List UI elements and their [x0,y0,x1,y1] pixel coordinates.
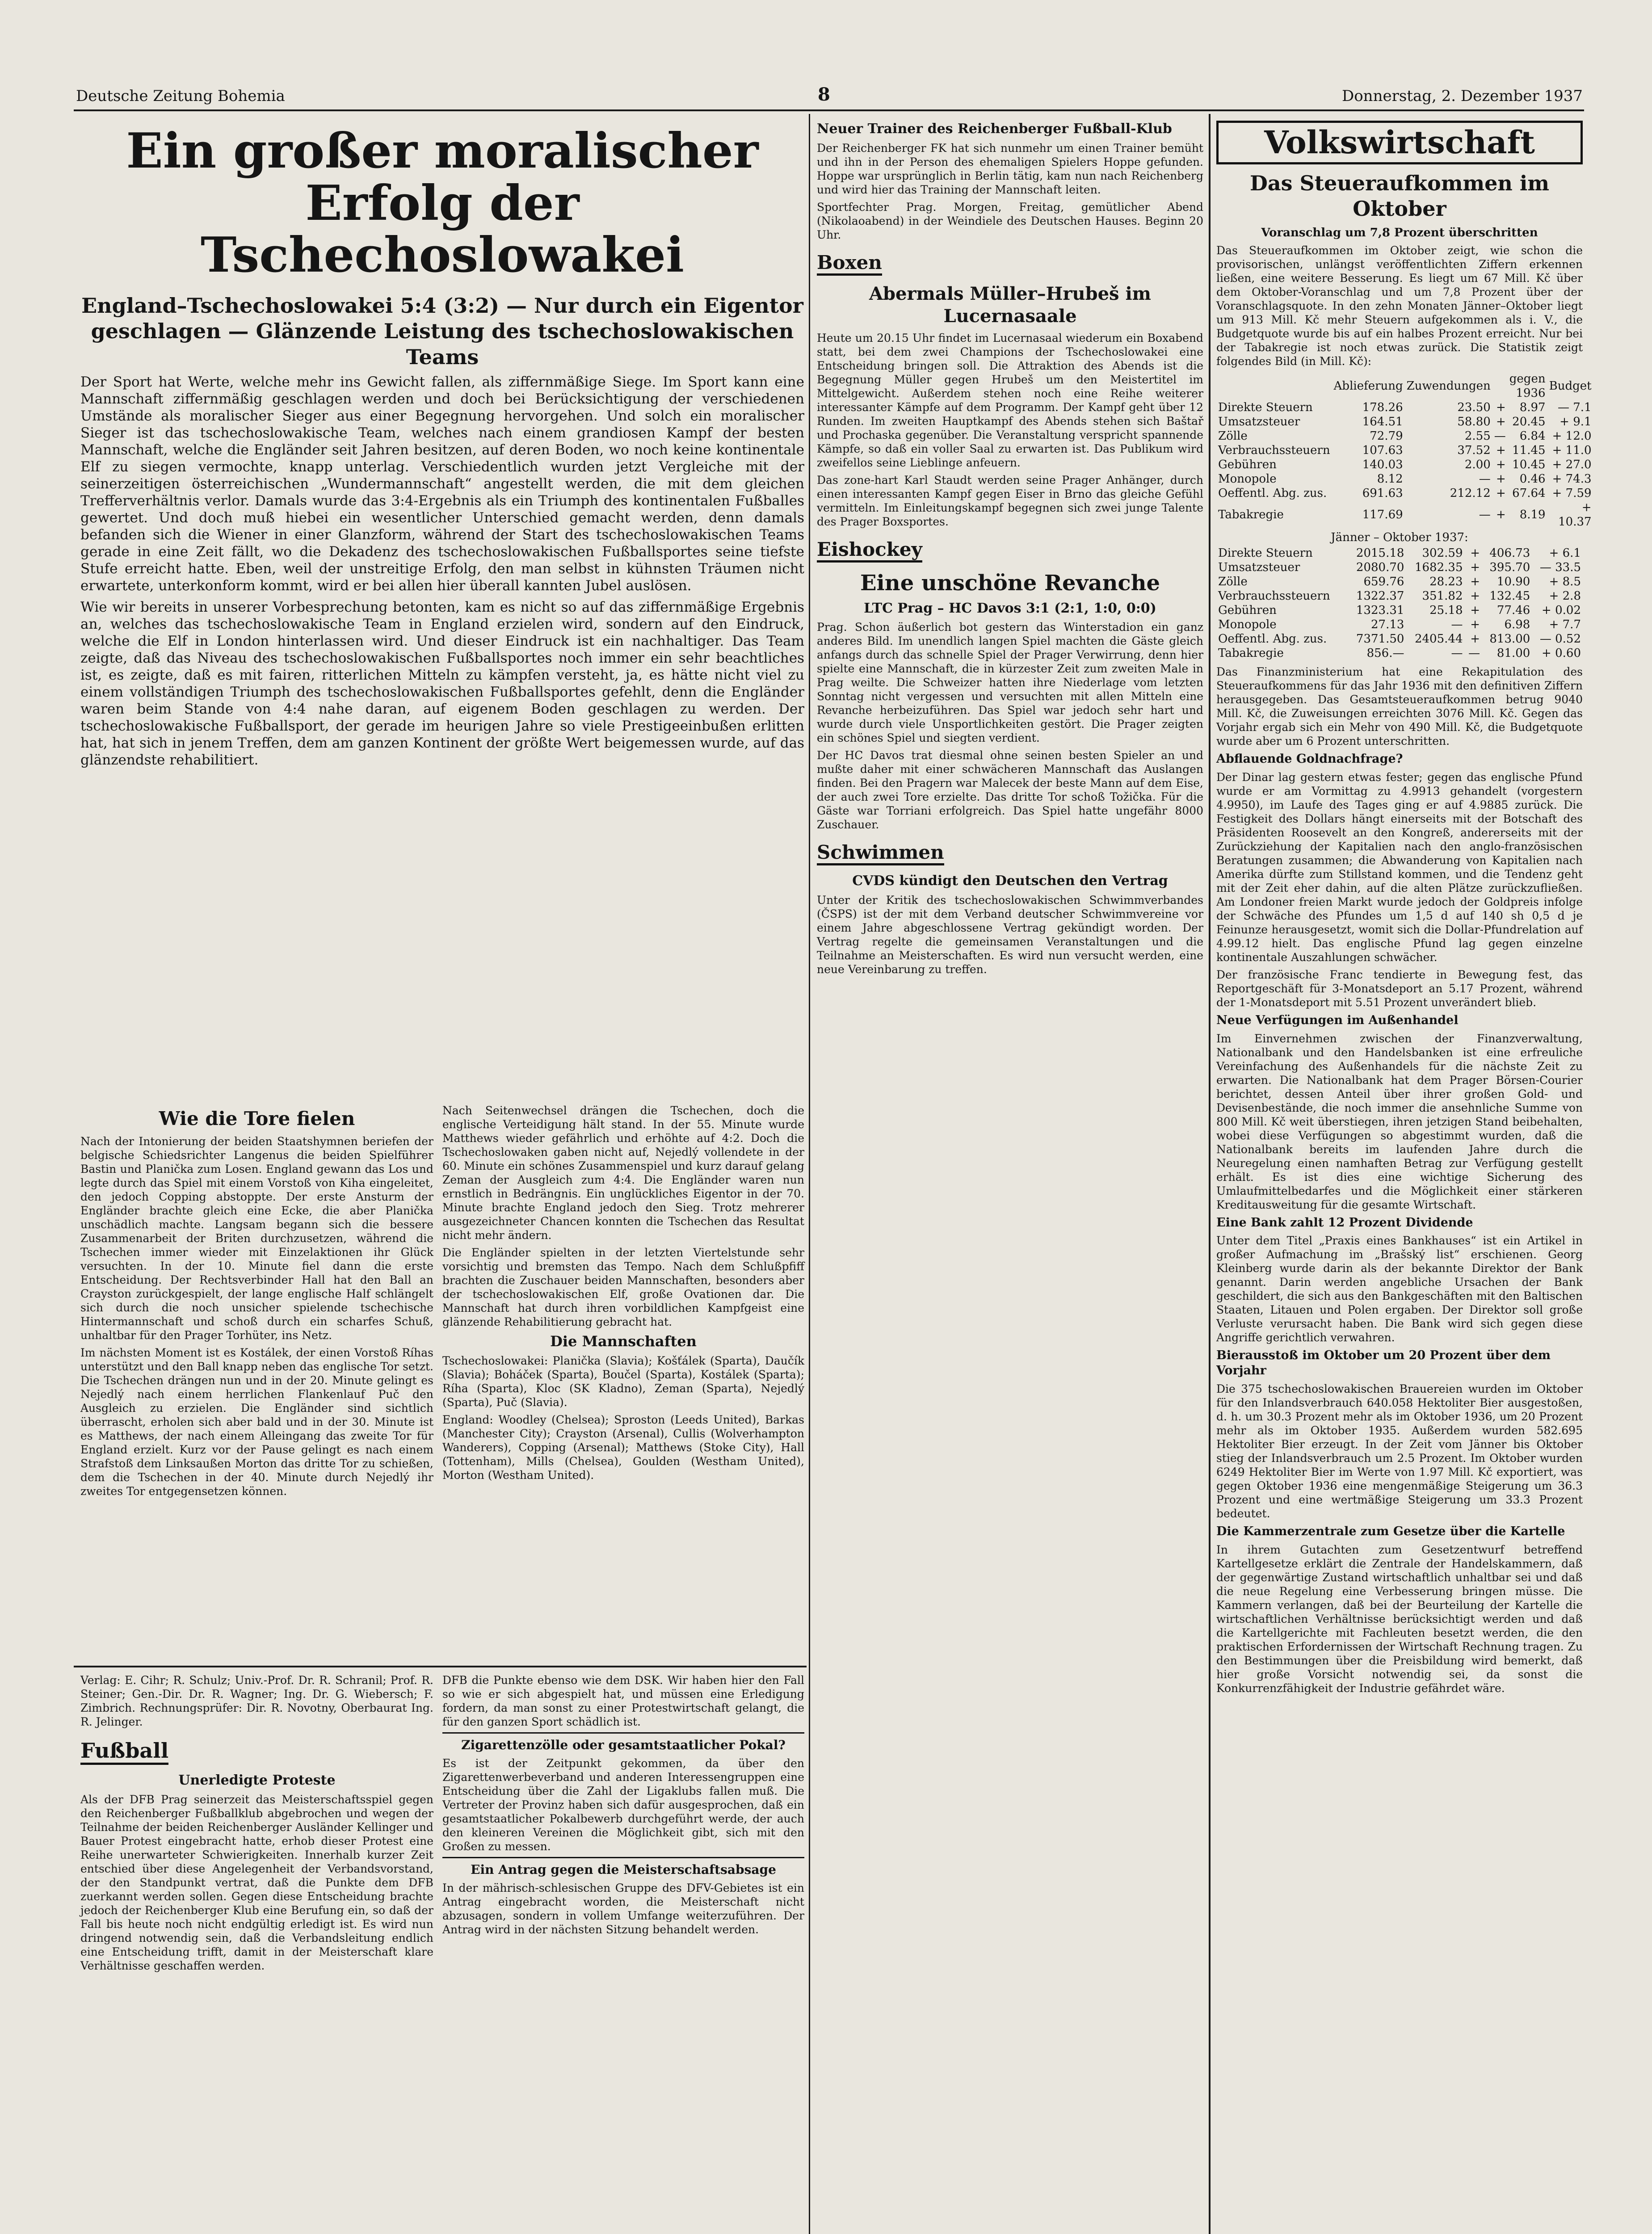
table-cell: Umsatzsteuer [1218,415,1300,429]
table-cell: 67.64 [1512,487,1546,500]
table-row [1216,472,1593,486]
table-row [1216,646,1583,660]
bank-heading: Eine Bank zahlt 12 Prozent Dividende [1216,1215,1473,1230]
column-divider [1209,114,1211,2234]
trade-text: Im Einvernehmen zwischen der Finanzverwaltung, Nationalbank und den Handelsbanken ist eine erfreuliche Vereinfachung des Außenhandels für die nächste Zeit zu erwarten. Die Nationalbank hat dem Prager Börsen-Courier berichtet, dessen Anteil über ihrer großen Gold- und Devisenbestände, die noch immer die ansehnliche Summe von 800 Mill. Kč weit überstiegen, ihren jetzigen Stand beibehalten, wobei diese Verfügungen so abgestimmt wurden, daß die Nationalbank bereits im laufenden Jahre durch die Neuregelung einen namhaften Betrag zur Verfügung gestellt erhält. Es ist dies eine wichtige Sicherung des Umlaufmittelbedarfes und die Möglichkeit einer stärkeren Kreditausweitung für die gesamte Wirtschaft. [1216,1032,1583,1211]
beer-heading: Bierausstoß im Oktober um 20 Prozent über dem Vorjahr [1216,1348,1551,1378]
sports-middle-column [817,121,1203,2234]
table-cell: — [1468,647,1480,660]
table-cell: — [1451,647,1463,660]
table-header-row [1216,372,1593,400]
table-row [1216,415,1593,429]
table-cell: + [1470,546,1480,560]
icehockey-score: LTC Prag – HC Davos 3:1 (2:1, 1:0, 0:0) [864,600,1156,616]
table-cell: 2.55 [1464,429,1491,443]
table-cell: 107.63 [1362,444,1403,458]
table-cell: — [1479,508,1491,522]
table-cell: + 74.3 [1552,472,1592,486]
table-cell: 117.69 [1362,508,1403,522]
table-cell: 132.45 [1489,589,1530,603]
goals-paragraph: Nach Seitenwechsel drängen die Tschechen, doch die englische Verteidigung hält stand. In der 55. Minute wurde Matthews wieder gefährlich und erhöhte auf 4:2. Doch die Tschechoslowaken gaben nicht auf, Nejedlý vollendete in der 60. Minute ein schönes Zusammenspiel und kurz darauf gelang Zeman der Ausgleich zum 4:4. Die Engländer waren nun ernstlich in Bedrängnis. Ein unglückliches Eigentor in der 70. Minute brachte England jedoch den Sieg. Trotz mehrerer ausgezeichneter Chancen konnten die Tschechen das Resultat nicht mehr ändern. [442,1104,804,1242]
header-rule [74,109,1584,111]
page-number: 8 [818,84,830,105]
tax-subheadline: Voranschlag um 7,8 Prozent überschritten [1261,226,1538,239]
table-cell: 27.13 [1371,618,1404,632]
table-cell: 691.63 [1362,487,1403,500]
table-cell: 395.70 [1489,561,1530,575]
trainer-heading: Neuer Trainer des Reichenberger Fußball-Klub [817,121,1172,137]
table-row [1216,560,1583,575]
table-header-cell: Ablieferung [1333,379,1403,393]
sport-paragraph: Der Sport hat Werte, welche mehr ins Gewicht fallen, als ziffernmäßige Siege. Im Sport kann eine Mannschaft ziffernmäßig geschlagen werden und doch bei Berücksichtigung der verschiedenen Umstände als moralischer Sieger aus einer Begegnung hervorgehen. Und solch ein moralischer Sieger ist das tschechoslowakische Team, welches nach einem grandiosen Kampf der besten Mannschaft, welche die Engländer seit Jahren besitzen, auf deren Boden, wo noch keine kontinentale Elf zu siegen vermochte, knapp unterlag. Verschiedentlich wurden jetzt Vergleiche mit der seinerzeitigen österreichischen „Wundermannschaft“ angestellt werden, die mit dem gleichen Trefferverhältnis verlor. Damals wurde das 3:4-Ergebnis als ein Triumph des kontinentalen Fußballes gewertet. Und doch muß hiebei ein wesentlicher Unterschied gemacht werden, denn damals befanden sich die Wiener in einer Glanzform, während der Start des tschechoslowakischen Teams gerade in eine Zeit fällt, wo die Dekadenz des tschechoslowakischen Fußballsportes seine tiefste Stufe erreicht hatte. Eben, weil der unstreitige Erfolg, den man selbst in kühnsten Träumen nicht erwartete, unterkonform kommt, wird er bei allen hier überall kannten Jubel auslösen. [80,374,804,594]
tax-headline: Das Steueraufkommen im Oktober [1249,171,1550,221]
table-cell: + [1470,561,1480,575]
motion-text: In der mährisch-schlesischen Gruppe des DFV-Gebietes ist ein Antrag eingebracht worden, die Meisterschaft nicht abzusagen, sondern in vollem Umfange weiterzuführen. Der Antrag wird in der nächsten Sitzung behandelt werden. [442,1881,804,1936]
protests-heading: Unerledigte Proteste [178,1772,336,1788]
cartel-text: In ihrem Gutachten zum Gesetzentwurf betreffend Kartellgesetze erklärt die Zentrale der Handelskammern, daß der gegenwärtige Zustand wirtschaftlich unhaltbar sei und daß die neue Regelung eine Verbesserung bringen müsse. Die Kammern verlangen, daß bei der Beurteilung der Kartelle die wirtschaftlichen Verhältnisse berücksichtigt werden und daß die Kartellgerichte mit Fachleuten besetzt werden, die den praktischen Erfordernissen der Wirtschaft Rechnung tragen. Zu den Bestimmungen über die Preisbildung wird bemerkt, daß hier große Vorsicht notwendig sei, da sonst die Konkurrenzfähigkeit der Industrie gefährdet wäre. [1216,1543,1583,1695]
table-cell: + [1496,508,1506,522]
swimming-text: Unter der Kritik des tschechoslowakischen Schwimmverbandes (ČSPS) ist der mit dem Verband deutscher Schwimmvereine vor einem Jahre abgeschlossene Vertrag gekündigt worden. Der Vertrag regelte die gemeinsamen Veranstaltungen und die Teilnahme an Meisterschaften. Es wird nun versucht werden, eine neue Vereinbarung zu treffen. [817,893,1203,976]
sport-headline: Ein großer moralischer Erfolg der Tschechoslowakei [126,123,759,284]
table-cell: 23.50 [1457,401,1491,415]
football-section-title: Fußball [80,1738,168,1765]
fencing-note: Sportfechter Prag. Morgen, Freitag, gemütlicher Abend (Nikolaoabend) in der Weindiele des Deutschen Hauses. Beginn 20 Uhr. [817,200,1203,241]
table-cell: — [1451,618,1463,632]
table-cell: Direkte Steuern [1218,401,1313,415]
table-cell: 72.79 [1370,429,1403,443]
table-cell: + 7.7 [1549,618,1581,632]
swimming-section-title: Schwimmen [817,841,944,865]
cartel-heading: Die Kammerzentrale zum Gesetze über die Kartelle [1216,1524,1565,1538]
table-header-cell: Budget [1549,379,1592,393]
motion-heading: Ein Antrag gegen die Meisterschaftsabsage [442,1857,804,1877]
icehockey-section-title: Eishockey [817,538,922,563]
table-cell: Tabakregie [1218,508,1284,522]
table-cell: + [1496,415,1506,429]
football-text: DFB die Punkte ebenso wie dem DSK. Wir haben hier den Fall so wie er sich abgespielt hat, und müssen eine Erledigung fordern, da man sonst zu einer Protestwirtschaft gelangt, die für den ganzen Sport schädlich ist. [442,1674,804,1728]
table-cell: 2405.44 [1414,632,1463,646]
table-cell: 25.18 [1429,604,1463,617]
table-cell: 81.00 [1496,647,1530,660]
gold-text: Der Dinar lag gestern etwas fester; gegen das englische Pfund wurde er am Vormittag zu 4.9913 gehandelt (vorgestern 4.9950), im Laufe des Tages ging er auf 4.9885 zurück. Die Festigkeit des Dollars hängt einerseits mit der Botschaft des Präsidenten Roosevelt an den Kongreß, andererseits mit der Zurückziehung der Kapitalien nach den anglo-französischen Beratungen zusammen; die Abwanderung von Kapitalien nach Amerika dürfte zum Stillstand kommen, und die Tendenz geht mit der Zeit eher dahin, auf die alten Plätze zurückzufließen. Am Londoner freien Markt wurde jedoch der Goldpreis infolge der Schwäche des Pfundes um 1,5 d auf 140 sh 0,5 d je Feinunze herausgesetzt, womit sich die Dollar-Pfundrelation auf 4.99.12 hielt. Das englische Pfund lag gegen einzelne kontinentale Auszahlungen schwächer. [1216,770,1583,964]
goals-column-right [442,1104,804,1662]
table-cell: 351.82 [1422,589,1463,603]
protests-text: Als der DFB Prag seinerzeit das Meisterschaftsspiel gegen den Reichenberger Fußballklub abgebrochen und wegen der Teilnahme der beiden Reichenberger Ausländer Kellinger und Bauer Protest eingebracht hatte, erhob dieser Protest eine Reihe unerwarteter Schwierigkeiten. Innerhalb kurzer Zeit entschied über diese Angelegenheit der Verbandsvorstand, der den Standpunkt vertrat, daß die Punkte dem DFB zuerkannt werden sollen. Gegen diese Entscheidung brachte jedoch der Reichenberger Klub eine Berufung ein, so daß der Fall bis heute noch nicht endgültig erledigt ist. Es wird nun dringend notwendig sein, daß die Verbandsleitung endlich eine Entscheidung trifft, damit in der Meisterschaft klare Verhältnisse geschaffen werden. [80,1793,433,1972]
table-cell: 6.98 [1504,618,1530,632]
issue-date: Donnerstag, 2. Dezember 1937 [1341,87,1583,105]
boxing-section-title: Boxen [817,252,882,276]
boxing-headline: Abermals Müller–Hrubeš im Lucernasaale [869,283,1151,327]
table-cell: + 8.5 [1549,575,1581,589]
table-cell: + 12.0 [1552,429,1592,443]
table-row [1216,575,1583,589]
table-cell: — [1494,429,1506,443]
table-header-cell: Zuwendungen [1406,379,1491,393]
table-cell: 11.45 [1512,444,1546,458]
table-cell: 140.03 [1362,458,1403,472]
trainer-text: Der Reichenberger FK hat sich nunmehr um einen Trainer bemüht und ihn in der Person des ehemaligen Spielers Hoppe gefunden. Hoppe war ursprünglich in Berlin tätig, kam nun nach Reichenberg und wird hier das Training der Mannschaft leiten. [817,141,1203,196]
table-cell: + [1496,472,1506,486]
table-cell: Zölle [1218,575,1248,589]
table-cell: 856.— [1366,647,1404,660]
table-row [1216,603,1583,617]
gold-heading: Abflauende Goldnachfrage? [1216,752,1403,766]
table-cell: + [1496,444,1506,458]
table-cell: Verbrauchssteuern [1218,589,1330,603]
table-cell: + [1470,575,1480,589]
table-cell: Oeffentl. Abg. zus. [1218,632,1327,646]
table-row [1216,589,1583,603]
table-cell: Umsatzsteuer [1218,561,1300,575]
icehockey-text: Prag. Schon äußerlich bot gestern das Winterstadion ein ganz anderes Bild. Im unendlich langen Spiel machten die Gäste gleich anfangs durch das schnelle Spiel der Prager Verwirrung, denn hier spielte eine Mannschaft, die in kürzester Zeit zum zweiten Male in Prag weilte. Die Schweizer hatten ihre Niederlage vom letzten Sonntag nicht vergessen und versuchten mit allen Mitteln eine Revanche herbeizuführen. Das Spiel war jedoch sehr hart und wurde durch viele Unsportlichkeiten gestört. Die Prager zeigten ein schönes Spiel und siegten verdient. [817,621,1203,744]
table-cell: 7371.50 [1356,632,1404,646]
table-row [1216,486,1593,500]
cup-heading: Zigarettenzölle oder gesamtstaatlicher Pokal? [442,1732,804,1753]
table-row [1216,400,1593,415]
goals-paragraph: Nach der Intonierung der beiden Staatshymnen beriefen der belgische Schiedsrichter Langenus die beiden Spielführer Bastin und Planička zum Losen. England gewann das Los und legte durch das Spiel mit einem Vorstoß von Kiha eingeleitet, den jedoch Copping abstoppte. Der erste Ansturm der Engländer brachte gleich eine Ecke, die aber Planička unschädlich machte. Langsam begann sich die bessere Zusammenarbeit der Briten durchzusetzen, während die Tschechen immer wieder mit Einzelaktionen ihr Glück versuchten. In der 10. Minute fiel dann die erste Entscheidung. Der Rechtsverbinder Hall hat den Ball an Crayston zurückgespielt, der lange englische Half schlängelt sich durch die noch unsicher spielende tschechische Hintermannschaft und schoß durch ein scharfes Schuß, unhaltbar für den Prager Torhüter, ins Netz. [80,1134,433,1342]
table-cell: Direkte Steuern [1218,546,1313,560]
table-cell: 20.45 [1512,415,1546,429]
table-header-cell [1492,372,1508,400]
table-cell: Verbrauchssteuern [1218,444,1330,458]
table-cell: + [1496,487,1506,500]
goals-column-left [80,1104,433,1662]
football-column-right [442,1673,804,2234]
table-cell: — 0.52 [1539,632,1581,646]
table-header-cell [1216,372,1332,400]
table-cell: 2080.70 [1356,561,1404,575]
trade-heading: Neue Verfügungen im Außenhandel [1216,1013,1459,1027]
boxing-text: Das zone-hart Karl Staudt werden seine Prager Anhänger, durch einen interessanten Kampf gegen Eiser in Brno das gleiche Gefühl vermitteln. Im Einleitungskampf begegnen sich zwei junge Talente des Prager Boxsportes. [817,473,1203,528]
cup-text: Es ist der Zeitpunkt gekommen, da über den Zigarettenwerbeverband und anderen Interessengruppen eine Entscheidung über die Zahl der Ligaklubs fallen muß. Die Vertreter der Provinz haben sich dafür ausgesprochen, daß ein gesamtstaatlicher Pokalbewerb durchgeführt werde, der auch den kleineren Vereinen die Möglichkeit gibt, sich mit den Großen zu messen. [442,1757,804,1853]
football-column [80,1673,433,2234]
table-cell: + [1470,589,1480,603]
sport-article [80,121,804,1101]
table-cell: + 0.02 [1542,604,1581,617]
table-cell: Gebühren [1218,604,1277,617]
icehockey-text: Der HC Davos trat diesmal ohne seinen besten Spieler an und mußte daher mit einer schwächeren Mannschaft das Auslangen finden. Bei den Pragern war Malecek der beste Mann auf dem Eise, der auch zwei Tore erzielte. Das dritte Tor schoß Tožička. Für die Gäste war Torriani erfolgreich. Das Spiel hatte ungefähr 8000 Zuschauer. [817,749,1203,831]
table-row [1216,443,1593,458]
table-cell: Oeffentl. Abg. zus. [1218,487,1327,500]
table-cell: 302.59 [1422,546,1463,560]
economy-title: Volkswirtschaft [1264,124,1535,161]
table-cell: 37.52 [1457,444,1491,458]
goals-paragraph: Im nächsten Moment ist es Kostálek, der einen Vorstoß Ríhas unterstützt und den Ball knapp neben das englische Tor setzt. Die Tschechen drängen nun und in der 20. Minute gelingt es Nejedlý nach einem herrlichen Flankenlauf Puč den Ausgleich zu erzielen. Die Engländer sind sichtlich überrascht, erholen sich aber bald und in der 30. Minute ist es Matthews, der nach einem Alleingang das zweite Tor für England erzielt. Kurz vor der Pause gelingt es nach einem Strafstoß dem Linksaußen Morton das dritte Tor zu schießen, dem die Tschechen in der 40. Minute durch Nejedlý ihr zweites Tor entgegensetzen können. [80,1346,433,1498]
table-cell: 8.97 [1519,401,1546,415]
table-cell: + [1496,458,1506,472]
table-cell: + [1470,632,1480,646]
table-row [1216,429,1593,443]
table-cell: + 10.37 [1558,501,1592,529]
table-cell: 164.51 [1362,415,1403,429]
tax-text: Das Steueraufkommen im Oktober zeigt, wie schon die provisorischen, unlängst veröffentlichten Ziffern erkennen ließen, eine weitere Besserung. Es liegt um 67 Mill. Kč über dem Oktober-Voranschlag und um 7,8 Prozent über der Voranschlagsquote. In den zehn Monaten Jänner–Oktober liegt um 913 Mill. Kč mehr Steuern aufgekommen als i. V., die Budgetquote wurde bis auf ein halbes Prozent erreicht. Nur bei der Tabakregie ist noch etwas zurück. Die Statistik zeigt folgendes Bild (in Mill. Kč): [1216,244,1583,368]
table-cell: + 27.0 [1552,458,1592,472]
credits-text: Verlag: E. Cihr; R. Schulz; Univ.-Prof. Dr. R. Schranil; Prof. R. Steiner; Gen.-Dir. Dr. R. Wagner; Ing. Dr. G. Wiebersch; F. Zimbrich. Rechnungsprüfer: Dir. R. Novotny, Oberbaurat Ing. R. Jelinger. [80,1674,433,1728]
table-cell: Monopole [1218,472,1277,486]
table-cell: 10.45 [1512,458,1546,472]
beer-text: Die 375 tschechoslowakischen Brauereien wurden im Oktober für den Inlandsverbrauch 640.058 Hektoliter Bier ausgestoßen, d. h. um 30.3 Prozent mehr als im Oktober 1936, um 20 Prozent mehr als im Oktober 1935. Außerdem wurden 582.695 Hektoliter Bier erzeugt. In der Zeit vom Jänner bis Oktober stieg der Inlandsverbrauch um 2.5 Prozent. Im Oktober wurden 6249 Hektoliter Bier im Werte von 1.97 Mill. Kč exportiert, was gegen Oktober 1936 eine mengenmäßige Steigerung um 36.3 Prozent und eine wertmäßige Steigerung um 33.3 Prozent bedeutet. [1216,1382,1583,1520]
table-cell: — [1479,472,1491,486]
table-cell: 2.00 [1464,458,1491,472]
table-cell: + 2.8 [1549,589,1581,603]
table-cell: 58.80 [1457,415,1491,429]
table-row [1216,617,1583,632]
boxing-text: Heute um 20.15 Uhr findet im Lucernasaal wiederum ein Boxabend statt, bei dem zwei Champions der Tschechoslowakei eine Entscheidung bringen soll. Die Attraktion des Abends ist die Begegnung Müller gegen Hrubeš um den Meistertitel im Mittelgewicht. Außerdem stehen noch eine Reihe weiterer interessanter Kämpfe auf dem Programm. Der Kampf geht über 12 Runden. Im zweiten Hauptkampf des Abends stehen sich Baštař und Prochaska gegenüber. Die Veranstaltung verspricht spannende Kämpfe, so daß ein voller Saal zu erwarten ist. Das Publikum wird zweifellos seine Lieblinge anfeuern. [817,331,1203,469]
swimming-headline: CVDS kündigt den Deutschen den Vertrag [852,873,1168,889]
table-cell: 8.12 [1377,472,1403,486]
teams-england: England: Woodley (Chelsea); Sproston (Leeds United), Barkas (Manchester City); Crayston (Arsenal), Cullis (Wolverhampton Wanderers), Copping (Arsenal); Matthews (Stoke City), Hall (Tottenham), Mills (Chelsea), Goulden (Westham United), Morton (Westham United). [442,1413,804,1482]
table-cell: 1682.35 [1414,561,1463,575]
table-cell: + 7.59 [1552,487,1592,500]
table-cell: 212.12 [1450,487,1491,500]
table-cell: + 6.1 [1549,546,1581,560]
goals-paragraph: Die Engländer spielten in der letzten Viertelstunde sehr vorsichtig und bremsten das Tempo. Nach dem Schlußpfiff brachten die Zuschauer beiden Mannschaften, besonders aber der tschechoslowakischen Elf, große Ovationen dar. Die Mannschaft hat durch ihren vorbildlichen Kampfgeist eine glänzende Rehabilitierung gebracht hat. [442,1246,804,1328]
sport-paragraph: Wie wir bereits in unserer Vorbesprechung betonten, kam es nicht so auf das ziffernmäßige Ergebnis an, welches das tschechoslowakische Team in England erzielen wird, sondern auf den Eindruck, welche die Elf in London hinterlassen wird. Und dieser Eindruck ist ein nachhaltiger. Das Team zeigte, daß das Niveau des tschechoslowakischen Fußballsportes noch immer ein sehr beachtliches ist, es zeigte, daß es mit fairen, ritterlichen Mitteln zu kämpfen versteht, ja, es hätte nicht viel zu einem vollständigen Triumph des tschechoslowakischen Fußballsportes gefehlt, denn die Engländer waren beim Stande von 4:4 nahe daran, auf eigenem Boden geschlagen zu werden. Der tschechoslowakische Fußballsport, der gerade im heurigen Jahre so viele Prestigeeinbußen erlitten hat, hat sich in jenem Treffen, dem am ganzen Kontinent der größte Wert beigemessen wurde, auf das glänzendste rehabilitiert. [80,599,804,768]
column-divider [809,114,810,2234]
table-cell: 6.84 [1519,429,1546,443]
table-cell: 178.26 [1362,401,1403,415]
table-cell: + [1470,618,1480,632]
table-cell: Monopole [1218,618,1277,632]
table-cell: — 33.5 [1539,561,1581,575]
table-cell: + 0.60 [1542,647,1581,660]
table-cell: 659.76 [1363,575,1404,589]
economy-title-box [1216,121,1583,164]
table-cell: 2015.18 [1356,546,1404,560]
table-cell: + [1496,401,1506,415]
table-cell: + 11.0 [1552,444,1592,458]
table-row [1216,546,1583,560]
tax-table-year [1216,546,1583,660]
table-cell: Tabakregie [1218,647,1284,660]
table-cell: 10.90 [1496,575,1530,589]
table-cell: + [1470,604,1480,617]
icehockey-headline: Eine unschöne Revanche [860,570,1160,596]
tax-table-period: Jänner – Oktober 1937: [1331,531,1468,545]
section-divider [74,1666,807,1667]
table-cell: 28.23 [1429,575,1463,589]
table-row [1216,632,1583,646]
table-cell: + 9.1 [1560,415,1592,429]
table-row [1216,500,1593,529]
table-cell: 1323.31 [1356,604,1404,617]
goals-heading: Wie die Tore fielen [159,1108,355,1130]
tax-text: Das Finanzministerium hat eine Rekapitulation des Steueraufkommens für das Jahr 1936 mit den definitiven Ziffern herausgegeben. Das Gesamtsteueraufkommen betrug 9040 Mill. Kč, die Zuweisungen erreichten 3076 Mill. Kč. Gegen das Vorjahr ergab sich ein Mehr von 490 Mill. Kč, die Budgetquote wurde aber um 6 Prozent unterschritten. [1216,665,1583,748]
paper-name: Deutsche Zeitung Bohemia [76,87,285,105]
table-cell: Gebühren [1218,458,1277,472]
table-cell: 8.19 [1519,508,1546,522]
economy-column [1216,121,1592,2234]
table-cell: 1322.37 [1356,589,1404,603]
table-cell: Zölle [1218,429,1248,443]
teams-heading: Die Mannschaften [550,1333,697,1350]
table-row [1216,458,1593,472]
table-cell: 813.00 [1489,632,1530,646]
gold-text: Der französische Franc tendierte in Bewegung fest, das Reportgeschäft für 3-Monatsdeport an 5.17 Prozent, während der 1-Monatsdeport mit 5.51 Prozent unverändert blieb. [1216,968,1583,1009]
sport-subheadline: England–Tschechoslowakei 5:4 (3:2) — Nur durch ein Eigentor geschlagen — Glänzende Leistung des tschechoslowakischen Teams [81,293,803,369]
teams-czech: Tschechoslowakei: Planička (Slavia); Košťálek (Sparta), Daučík (Slavia); Boháček (Sparta), Boučel (Sparta), Kostálek (Sparta); Ríha (Sparta), Kloc (SK Kladno), Zeman (Sparta), Nejedlý (Sparta), Puč (Slavia). [442,1354,804,1409]
tax-table [1216,372,1593,529]
table-cell: 406.73 [1489,546,1530,560]
table-header-cell: gegen 1936 [1509,372,1546,400]
table-cell: — 7.1 [1557,401,1592,415]
table-cell: 77.46 [1496,604,1530,617]
table-cell: 0.46 [1519,472,1546,486]
bank-text: Unter dem Titel „Praxis eines Bankhauses“ ist ein Artikel in großer Aufmachung im „Brašský list“ erschienen. Georg Kleinberg wurde darin als der bekannte Direktor der Bank genannt. Darin werden angebliche Ursachen der Bank geschildert, die sich aus den Bankgeschäften mit den Baltischen Staaten, Litauen und Polen ergaben. Der Direktor soll große Verluste verursacht haben. Die Bank wird sich gegen diese Angriffe gerichtlich verwahren. [1216,1234,1583,1344]
